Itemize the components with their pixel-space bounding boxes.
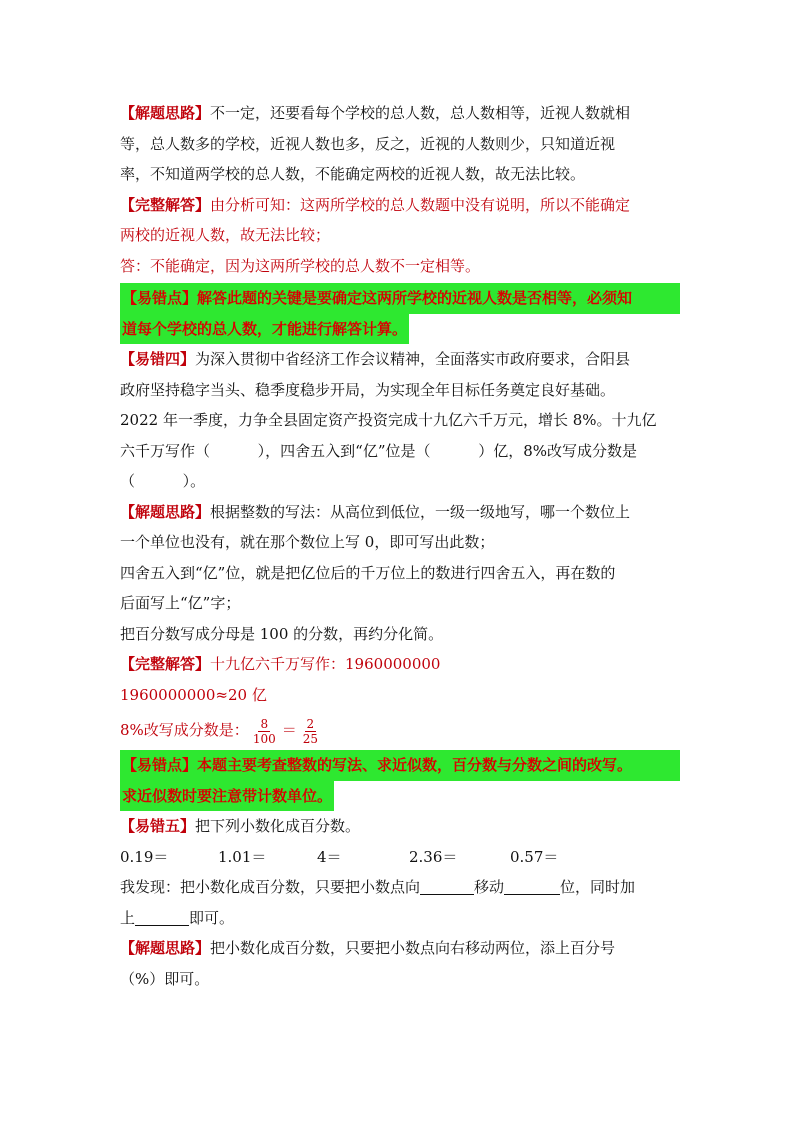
conversion-item: 1.01＝ (218, 847, 267, 866)
answer-blank[interactable] (420, 876, 474, 895)
complete-answer-tag: 【完整解答】 (120, 655, 211, 673)
text-line: 两校的近视人数，故无法比较； (120, 226, 331, 244)
finding-line (120, 872, 680, 903)
text-line: （ ）。 (120, 472, 206, 490)
text-line: 2022 年一季度，力争全县固定资产投资完成十九亿六千万元，增长 8%。十九亿 (120, 411, 657, 429)
conversion-item: 0.57＝ (510, 847, 559, 866)
highlight-line: 【易错点】本题主要考查整数的写法、求近似数，百分数与分数之间的改写。 (120, 750, 680, 781)
solution-idea-paragraph (120, 497, 680, 528)
fraction-8-100 (251, 717, 278, 746)
solution-idea-tag: 【解题思路】 (120, 502, 211, 521)
solution-idea-paragraph (120, 98, 680, 129)
text-line: 把百分数写成分母是 100 的分数，再约分化简。 (120, 624, 444, 643)
text-line: 由分析可知：这两所学校的总人数题中没有说明，所以不能确定 (210, 195, 631, 214)
text-line: 不一定，还要看每个学校的总人数，总人数相等，近视人数就相 (210, 104, 631, 122)
equals-sign: ＝ (281, 721, 297, 739)
highlight-line: 【易错点】解答此题的关键是要确定这两所学校的近视人数是否相等，必须知 (120, 283, 680, 314)
denominator: 25 (302, 731, 319, 746)
solution-idea-paragraph (120, 933, 680, 964)
text-line: 后面写上“亿”字； (120, 594, 241, 612)
solution-idea-tag: 【解题思路】 (120, 939, 211, 957)
text-line: 六千万写作（ ），四舍五入到“亿”位是（ ）亿，8%改写成分数是 (120, 441, 637, 460)
error-four-tag: 【易错四】 (120, 350, 196, 368)
fraction-prefix: 8%改写成分数是： (120, 721, 249, 739)
text-line: 四舍五入到“亿”位，就是把亿位后的千万位上的数进行四舍五入，再在数的 (120, 563, 616, 582)
fraction-2-25 (301, 717, 320, 746)
text-line: 根据整数的写法：从高位到低位，一级一级地写，哪一个数位上 (210, 502, 631, 521)
highlight-line: 道每个学校的总人数，才能进行解答计算。 (120, 314, 409, 345)
numerator: 8 (260, 716, 269, 731)
text-line: 一个单位也没有，就在那个数位上写 0，即可写出此数； (120, 533, 495, 551)
text-line: 为深入贯彻中省经济工作会议精神，全面落实市政府要求，合阳县 (195, 350, 631, 368)
conversion-items (120, 842, 680, 873)
document-content (120, 98, 680, 994)
text-fragment: 即可。 (189, 908, 235, 927)
error-point-highlight (120, 283, 680, 344)
conversion-item: 0.19＝ (120, 847, 169, 866)
error-four-paragraph (120, 344, 680, 375)
text-line: 率，不知道两学校的总人数，不能确定两校的近视人数，故无法比较。 (120, 165, 586, 183)
text-line: 十九亿六千万写作：1960000000 (210, 655, 441, 673)
conversion-item: 2.36＝ (409, 847, 458, 866)
error-five-tag: 【易错五】 (120, 817, 196, 835)
error-point-highlight (120, 750, 680, 811)
text-line: 把小数化成百分数，只要把小数点向右移动两位，添上百分号 (210, 939, 616, 957)
text-fragment: 我发现：把小数化成百分数，只要把小数点向 (120, 878, 421, 896)
text-line: 答：不能确定，因为这两所学校的总人数不一定相等。 (120, 256, 481, 275)
numerator: 2 (306, 716, 315, 731)
text-line: 把下列小数化成百分数。 (195, 817, 361, 835)
answer-blank[interactable] (135, 907, 189, 926)
text-fragment: 位，同时加 (560, 878, 636, 896)
answer-blank[interactable] (504, 876, 560, 895)
text-fragment: 移动 (474, 878, 505, 896)
text-line: 等，总人数多的学校，近视人数也多，反之，近视的人数则少，只知道近视 (120, 134, 616, 153)
complete-answer-paragraph (120, 190, 680, 221)
denominator: 100 (252, 731, 276, 746)
finding-line (120, 903, 680, 934)
solution-idea-tag: 【解题思路】 (120, 104, 211, 122)
text-line: 政府坚持稳字当头、稳季度稳步开局，为实现全年目标任务奠定良好基础。 (120, 380, 616, 399)
highlight-line: 求近似数时要注意带计数单位。 (120, 781, 334, 812)
complete-answer-tag: 【完整解答】 (120, 195, 211, 214)
text-line: 1960000000≈20 亿 (120, 685, 267, 704)
fraction-line (120, 712, 680, 748)
complete-answer-paragraph (120, 649, 680, 680)
text-line: （%）即可。 (120, 969, 210, 988)
text-fragment: 上 (120, 908, 136, 927)
error-five-paragraph (120, 811, 680, 842)
conversion-item: 4＝ (317, 847, 342, 866)
